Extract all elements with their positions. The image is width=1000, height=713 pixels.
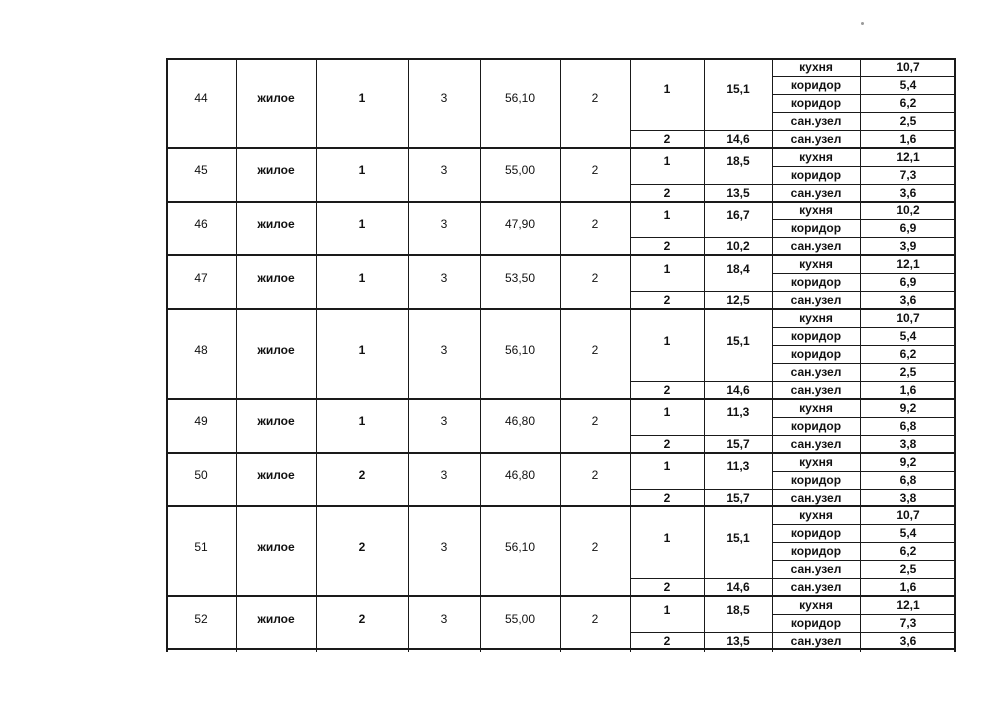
subroom-name: кухня — [799, 257, 833, 272]
total-area: 56,10 — [504, 91, 536, 106]
room-number: 2 — [663, 490, 671, 505]
section-value: 3 — [440, 163, 448, 178]
subroom-area: 6,2 — [899, 544, 917, 559]
subroom-name: коридор — [790, 418, 842, 433]
total-area: 46,80 — [504, 414, 536, 429]
room-number: 2 — [663, 239, 671, 254]
rooms-count: 2 — [591, 611, 599, 626]
rooms-count: 2 — [591, 342, 599, 357]
rooms-count: 2 — [591, 216, 599, 231]
section-value: 3 — [440, 468, 448, 483]
apartment-number: 52 — [194, 611, 208, 626]
grid-line — [772, 345, 956, 346]
grid-line — [772, 363, 956, 364]
subroom-area: 3,9 — [899, 239, 917, 254]
room-number: 1 — [663, 82, 671, 97]
subroom-area: 6,2 — [899, 346, 917, 361]
room-area: 18,5 — [726, 602, 750, 617]
floor-value: 2 — [358, 468, 366, 483]
subroom-name: коридор — [790, 77, 842, 92]
subroom-name: коридор — [790, 472, 842, 487]
subroom-name: коридор — [790, 221, 842, 236]
subroom-name: кухня — [799, 203, 833, 218]
floor-value: 1 — [358, 163, 366, 178]
subroom-name: сан.узел — [790, 239, 842, 254]
subroom-area: 2,5 — [899, 364, 917, 379]
section-value: 3 — [440, 342, 448, 357]
grid-line — [772, 471, 956, 472]
subroom-name: коридор — [790, 616, 842, 631]
subroom-name: коридор — [790, 346, 842, 361]
subroom-area: 9,2 — [899, 400, 917, 415]
room-number: 2 — [663, 185, 671, 200]
total-area: 55,00 — [504, 163, 536, 178]
room-number: 2 — [663, 293, 671, 308]
subroom-name: коридор — [790, 275, 842, 290]
room-number: 2 — [663, 580, 671, 595]
subroom-area: 5,4 — [899, 526, 917, 541]
apartment-number: 50 — [194, 468, 208, 483]
rooms-count: 2 — [591, 91, 599, 106]
section-value: 3 — [440, 91, 448, 106]
apartment-number: 48 — [194, 342, 208, 357]
subroom-name: сан.узел — [790, 185, 842, 200]
subroom-area: 5,4 — [899, 77, 917, 92]
apartment-number: 47 — [194, 270, 208, 285]
subroom-area: 3,6 — [899, 293, 917, 308]
room-area: 15,1 — [726, 530, 750, 545]
total-area: 55,00 — [504, 611, 536, 626]
subroom-name: сан.узел — [790, 562, 842, 577]
premises-type: жилое — [257, 270, 295, 285]
premises-type: жилое — [257, 414, 295, 429]
subroom-name: кухня — [799, 508, 833, 523]
subroom-name: кухня — [799, 454, 833, 469]
apartment-number: 44 — [194, 91, 208, 106]
premises-type: жилое — [257, 611, 295, 626]
scan-speck — [861, 22, 864, 25]
room-number: 1 — [663, 459, 671, 474]
subroom-area: 6,9 — [899, 221, 917, 236]
floor-value: 2 — [358, 611, 366, 626]
section-value: 3 — [440, 414, 448, 429]
subroom-area: 10,7 — [896, 59, 920, 74]
room-area: 16,7 — [726, 207, 750, 222]
rooms-count: 2 — [591, 270, 599, 285]
grid-line — [772, 166, 956, 167]
grid-line — [772, 273, 956, 274]
room-area: 14,6 — [726, 131, 750, 146]
room-area: 18,5 — [726, 154, 750, 169]
apartment-table — [166, 58, 956, 652]
subroom-area: 6,2 — [899, 95, 917, 110]
rooms-count: 2 — [591, 539, 599, 554]
subroom-name: коридор — [790, 526, 842, 541]
room-number: 1 — [663, 602, 671, 617]
subroom-name: сан.узел — [790, 490, 842, 505]
floor-value: 1 — [358, 270, 366, 285]
subroom-name: кухня — [799, 59, 833, 74]
premises-type: жилое — [257, 91, 295, 106]
floor-value: 1 — [358, 91, 366, 106]
subroom-area: 10,2 — [896, 203, 920, 218]
room-area: 15,7 — [726, 490, 750, 505]
subroom-name: кухня — [799, 149, 833, 164]
room-number: 2 — [663, 436, 671, 451]
subroom-name: кухня — [799, 311, 833, 326]
grid-line — [772, 219, 956, 220]
subroom-area: 3,8 — [899, 490, 917, 505]
subroom-area: 3,8 — [899, 436, 917, 451]
subroom-area: 6,8 — [899, 472, 917, 487]
premises-type: жилое — [257, 342, 295, 357]
subroom-area: 3,6 — [899, 185, 917, 200]
section-value: 3 — [440, 611, 448, 626]
subroom-name: коридор — [790, 329, 842, 344]
subroom-area: 12,1 — [896, 598, 920, 613]
subroom-area: 1,6 — [899, 580, 917, 595]
room-number: 1 — [663, 261, 671, 276]
room-number: 2 — [663, 131, 671, 146]
section-value: 3 — [440, 216, 448, 231]
subroom-area: 10,7 — [896, 508, 920, 523]
rooms-count: 2 — [591, 468, 599, 483]
premises-type: жилое — [257, 163, 295, 178]
grid-line — [772, 560, 956, 561]
subroom-name: сан.узел — [790, 131, 842, 146]
subroom-name: сан.узел — [790, 436, 842, 451]
floor-value: 1 — [358, 342, 366, 357]
total-area: 56,10 — [504, 342, 536, 357]
room-area: 18,4 — [726, 261, 750, 276]
premises-type: жилое — [257, 468, 295, 483]
room-number: 2 — [663, 634, 671, 649]
apartment-number: 46 — [194, 216, 208, 231]
subroom-area: 1,6 — [899, 382, 917, 397]
grid-line — [772, 94, 956, 95]
subroom-name: сан.узел — [790, 580, 842, 595]
subroom-area: 5,4 — [899, 329, 917, 344]
subroom-area: 7,3 — [899, 167, 917, 182]
subroom-area: 2,5 — [899, 113, 917, 128]
room-number: 1 — [663, 333, 671, 348]
room-area: 14,6 — [726, 580, 750, 595]
floor-value: 1 — [358, 216, 366, 231]
room-area: 11,3 — [726, 405, 750, 420]
rooms-count: 2 — [591, 163, 599, 178]
subroom-name: коридор — [790, 167, 842, 182]
subroom-name: сан.узел — [790, 113, 842, 128]
subroom-area: 9,2 — [899, 454, 917, 469]
subroom-area: 1,6 — [899, 131, 917, 146]
section-value: 3 — [440, 539, 448, 554]
room-number: 2 — [663, 382, 671, 397]
room-area: 15,7 — [726, 436, 750, 451]
premises-type: жилое — [257, 216, 295, 231]
total-area: 53,50 — [504, 270, 536, 285]
total-area: 47,90 — [504, 216, 536, 231]
room-area: 13,5 — [726, 634, 750, 649]
subroom-area: 6,8 — [899, 418, 917, 433]
subroom-name: коридор — [790, 95, 842, 110]
grid-line — [772, 76, 956, 77]
room-number: 1 — [663, 207, 671, 222]
subroom-area: 12,1 — [896, 149, 920, 164]
subroom-name: сан.узел — [790, 382, 842, 397]
room-number: 1 — [663, 530, 671, 545]
subroom-name: кухня — [799, 400, 833, 415]
apartment-number: 49 — [194, 414, 208, 429]
rooms-count: 2 — [591, 414, 599, 429]
apartment-number: 45 — [194, 163, 208, 178]
grid-line — [772, 417, 956, 418]
subroom-name: кухня — [799, 598, 833, 613]
subroom-name: сан.узел — [790, 293, 842, 308]
subroom-area: 2,5 — [899, 562, 917, 577]
floor-value: 1 — [358, 414, 366, 429]
section-value: 3 — [440, 270, 448, 285]
room-area: 15,1 — [726, 82, 750, 97]
grid-line — [772, 614, 956, 615]
total-area: 56,10 — [504, 539, 536, 554]
room-number: 1 — [663, 405, 671, 420]
grid-line — [772, 524, 956, 525]
subroom-name: сан.узел — [790, 364, 842, 379]
room-area: 13,5 — [726, 185, 750, 200]
subroom-area: 3,6 — [899, 634, 917, 649]
subroom-area: 7,3 — [899, 616, 917, 631]
apartment-number: 51 — [194, 539, 208, 554]
subroom-area: 12,1 — [896, 257, 920, 272]
subroom-name: сан.узел — [790, 634, 842, 649]
grid-line — [772, 542, 956, 543]
grid-line — [772, 327, 956, 328]
floor-value: 2 — [358, 539, 366, 554]
subroom-name: коридор — [790, 544, 842, 559]
subroom-area: 10,7 — [896, 311, 920, 326]
room-area: 10,2 — [726, 239, 750, 254]
room-area: 15,1 — [726, 333, 750, 348]
grid-line — [772, 112, 956, 113]
room-area: 14,6 — [726, 382, 750, 397]
room-number: 1 — [663, 154, 671, 169]
room-area: 12,5 — [726, 293, 750, 308]
premises-type: жилое — [257, 539, 295, 554]
total-area: 46,80 — [504, 468, 536, 483]
subroom-area: 6,9 — [899, 275, 917, 290]
room-area: 11,3 — [726, 459, 750, 474]
